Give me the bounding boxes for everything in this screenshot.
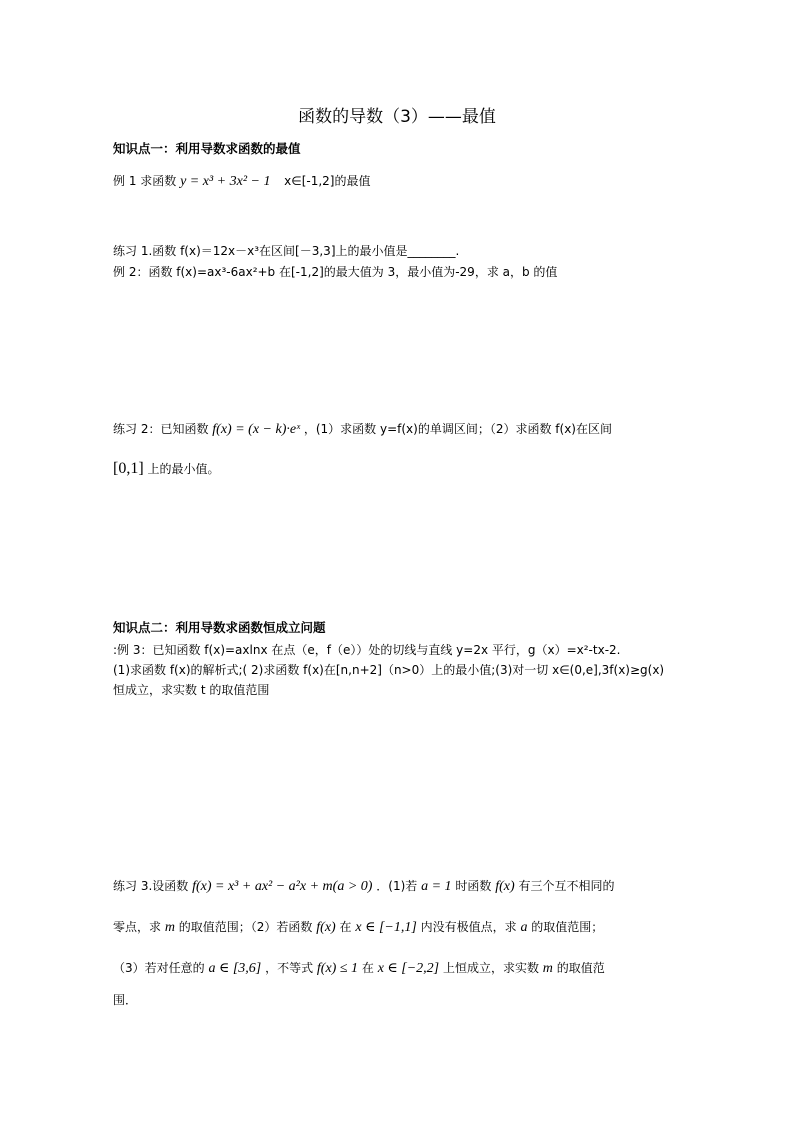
- example3-line3: 恒成立，求实数 t 的取值范围: [113, 683, 270, 697]
- practice3-l2-c: 的取值范围；（2）若函数: [178, 920, 313, 934]
- practice3-l3-m: m: [542, 961, 553, 976]
- practice2-prefix: 练习 2：已知函数: [113, 422, 209, 436]
- practice3-l2-m: m: [164, 920, 175, 935]
- example3-line2: (1)求函数 f(x)的解析式;( 2)求函数 f(x)在[n,n+2]（n>0）上的最小值;(3)对一切 x∈(0,e],3f(x)≥g(x): [113, 663, 665, 677]
- practice3-l3-inequality: f(x) ≤ 1: [316, 961, 359, 976]
- example1-prefix: 例 1 求函数: [113, 174, 177, 188]
- practice3-l3-c: ，不等式: [265, 961, 314, 975]
- practice3-formula: f(x) = x³ + ax² − a²x + m(a > 0): [192, 879, 373, 894]
- section2-heading: 知识点二：利用导数求函数恒成立问题: [113, 620, 326, 635]
- example1-formula: y = x³ + 3x² − 1: [180, 174, 271, 189]
- practice2-formula: f(x) = (x − k)·eˣ: [212, 422, 301, 437]
- practice2-continued: [113, 461, 220, 477]
- practice2-interval: [0,1]: [113, 460, 144, 477]
- practice3-l2-a-var: a: [520, 920, 528, 935]
- practice3-line4: 围．: [113, 993, 138, 1007]
- practice3-text-b: ．(1)若: [376, 879, 418, 893]
- practice3-l2-e: 在: [339, 920, 352, 934]
- practice3-l3-e: 在: [361, 961, 374, 975]
- practice2: [113, 421, 612, 438]
- practice3-prefix: 练习 3.设函数: [113, 879, 189, 893]
- practice2-end: 上的最小值。: [147, 462, 220, 476]
- practice3-l3-i: 的取值范: [556, 961, 605, 975]
- practice3-l3-a-interval: a ∈ [3,6]: [208, 961, 262, 976]
- practice3-a-equals-1: a = 1: [421, 879, 452, 894]
- example2: 例 2：函数 f(x)=ax³-6ax²+b 在[-1,2]的最大值为 3，最小值为-29，求 a，b 的值: [113, 265, 558, 279]
- practice3-l2-i: 的取值范围；: [531, 920, 604, 934]
- practice3-text-f: 有三个互不相同的: [518, 879, 615, 893]
- practice3-l2-interval: x ∈ [−1,1]: [355, 920, 417, 935]
- practice3-l2-g: 内没有极值点，求: [420, 920, 517, 934]
- practice3-l3-a: （3）若对任意的: [113, 961, 205, 975]
- example1: [113, 173, 370, 190]
- section1-heading: 知识点一：利用导数求函数的最值: [113, 141, 301, 156]
- example1-suffix: x∈[-1,2]的最值: [284, 174, 371, 188]
- practice3-l2-fx: f(x): [316, 920, 336, 935]
- practice3-line2: [113, 919, 603, 936]
- practice3-text-d: 时函数: [455, 879, 492, 893]
- practice3-l2-a: 零点，求: [113, 920, 162, 934]
- practice3-fx: f(x): [495, 879, 515, 894]
- practice3-l3-g: 上恒成立，求实数: [442, 961, 539, 975]
- example3-line1: :例 3：已知函数 f(x)=axlnx 在点（e，f（e））处的切线与直线 y=2x 平行，g（x）=x²-tx-2.: [113, 643, 621, 657]
- practice1: 练习 1.函数 f(x)＝12x－x³在区间[－3,3]上的最小值是________.: [113, 244, 460, 258]
- practice3-line1: [113, 878, 615, 895]
- practice2-suffix: ，(1）求函数 y=f(x)的单调区间；（2）求函数 f(x)在区间: [303, 422, 612, 436]
- page-title: 函数的导数（3）——最值: [298, 107, 496, 127]
- practice3-l3-x-interval: x ∈ [−2,2]: [377, 961, 440, 976]
- practice3-line3: [113, 960, 605, 977]
